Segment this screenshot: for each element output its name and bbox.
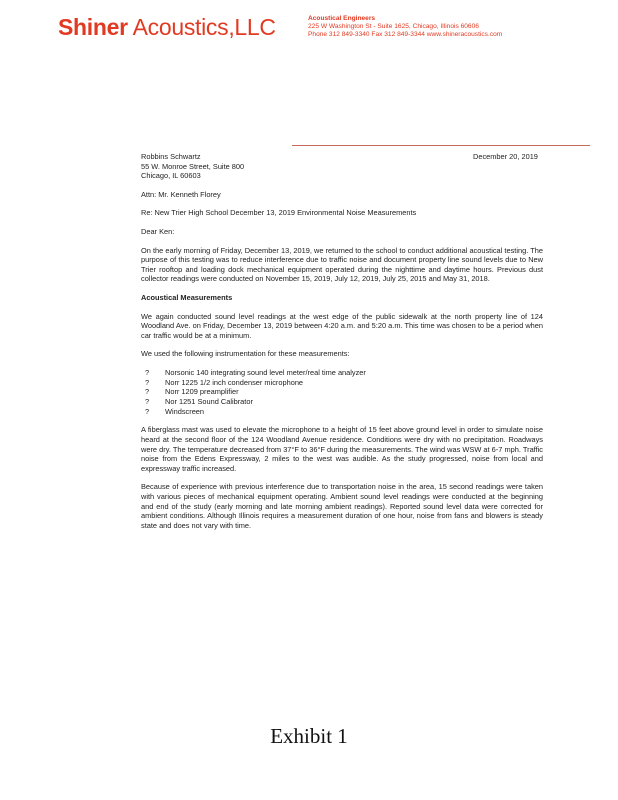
letter-body (141, 152, 543, 539)
paragraph-instrumentation-intro: We used the following instrumentation for these measurements: (141, 349, 350, 359)
list-item (141, 368, 543, 378)
paragraph-conditions: A fiberglass mast was used to elevate the microphone to a height of 15 feet above ground level in order to simulate noise heard at the second floor of the 124 Woodland Avenue residence. Conditions were dry with no precipitation. Roadways were dry. The temperature decreased from 37°F to 36°F during the measurements. The wind was WSW at 6-7 mph. Traffic noise from the Edens Expressway, 2 miles to the west was audible. As the study progressed, noise from local and expressway traffic increased. (141, 425, 543, 473)
company-name-bold: Shiner (58, 14, 128, 40)
list-item (141, 387, 543, 397)
recipient-line: 55 W. Monroe Street, Suite 800 (141, 161, 245, 171)
bullet-glyph: ? (145, 377, 150, 387)
instrument-list (141, 368, 543, 417)
recipient-line: Robbins Schwartz (141, 152, 201, 161)
instrument-text: Norsonic 140 integrating sound level meter/real time analyzer (165, 367, 366, 377)
firm-contact: Phone 312 849-3340 Fax 312 849-3344 www.shineracoustics.com (308, 31, 503, 39)
list-item (141, 407, 543, 417)
instrument-text: Windscreen (165, 406, 205, 416)
instrument-text: Nor 1251 Sound Calibrator (165, 397, 253, 407)
re-line: Re: New Trier High School December 13, 2019 Environmental Noise Measurements (141, 208, 417, 218)
company-name-rest: Acoustics,LLC (127, 14, 276, 40)
bullet-glyph: ? (145, 397, 150, 407)
company-logo (58, 14, 276, 41)
firm-address: 225 W Washington St - Suite 1625, Chicago, Illinois 60606 (308, 23, 479, 31)
bullet-glyph: ? (145, 387, 150, 397)
section-heading: Acoustical Measurements (141, 292, 233, 302)
paragraph-methodology: Because of experience with previous interference due to transportation noise in the area, 15 second readings were taken with various pieces of mechanical equipment operating. Ambient sound level readings were conducted at the beginning and end of the study (early morning and late morning ambient readings). Reported sound level data were corrected for ambient conditions. Although Illinois requires a measurement duration of one hour, noise from fans and blowers is steady state and does not vary with time. (141, 482, 543, 530)
paragraph-measurement-location: We again conducted sound level readings at the west edge of the public sidewalk at the north property line of 124 Woodland Ave. on Friday, December 13, 2019 between 4:20 a.m. and 5:20 a.m. This time was chosen to be a period when car traffic would be at a minimum. (141, 311, 543, 340)
firm-type: Acoustical Engineers (308, 15, 376, 22)
recipient-line: Chicago, IL 60603 (141, 171, 201, 181)
bullet-glyph: ? (145, 406, 150, 416)
attn-line: Attn: Mr. Kenneth Florey (141, 189, 221, 199)
recipient-address (141, 152, 543, 181)
firm-info (308, 15, 608, 40)
instrument-text: Norr 1225 1/2 inch condenser microphone (165, 377, 304, 387)
paragraph-intro: On the early morning of Friday, December 13, 2019, we returned to the school to conduct additional acoustical testing. The purpose of this testing was to reduce interference due to traffic noise and document property line sound levels due to New Trier rooftop and loading dock mechanical equipment operated during the nighttime and daytime hours. Previous dust collector readings were conducted on November 15, 2019, July 12, 2019, July 25, 2015 and May 31, 2018. (141, 245, 543, 284)
letter-date: December 20, 2019 (473, 152, 538, 161)
salutation: Dear Ken: (141, 226, 175, 236)
list-item (141, 378, 543, 388)
letterhead-divider (292, 145, 590, 146)
exhibit-label: Exhibit 1 (270, 724, 348, 748)
bullet-glyph: ? (145, 367, 150, 377)
list-item (141, 397, 543, 407)
instrument-text: Norr 1209 preamplifier (165, 387, 239, 397)
